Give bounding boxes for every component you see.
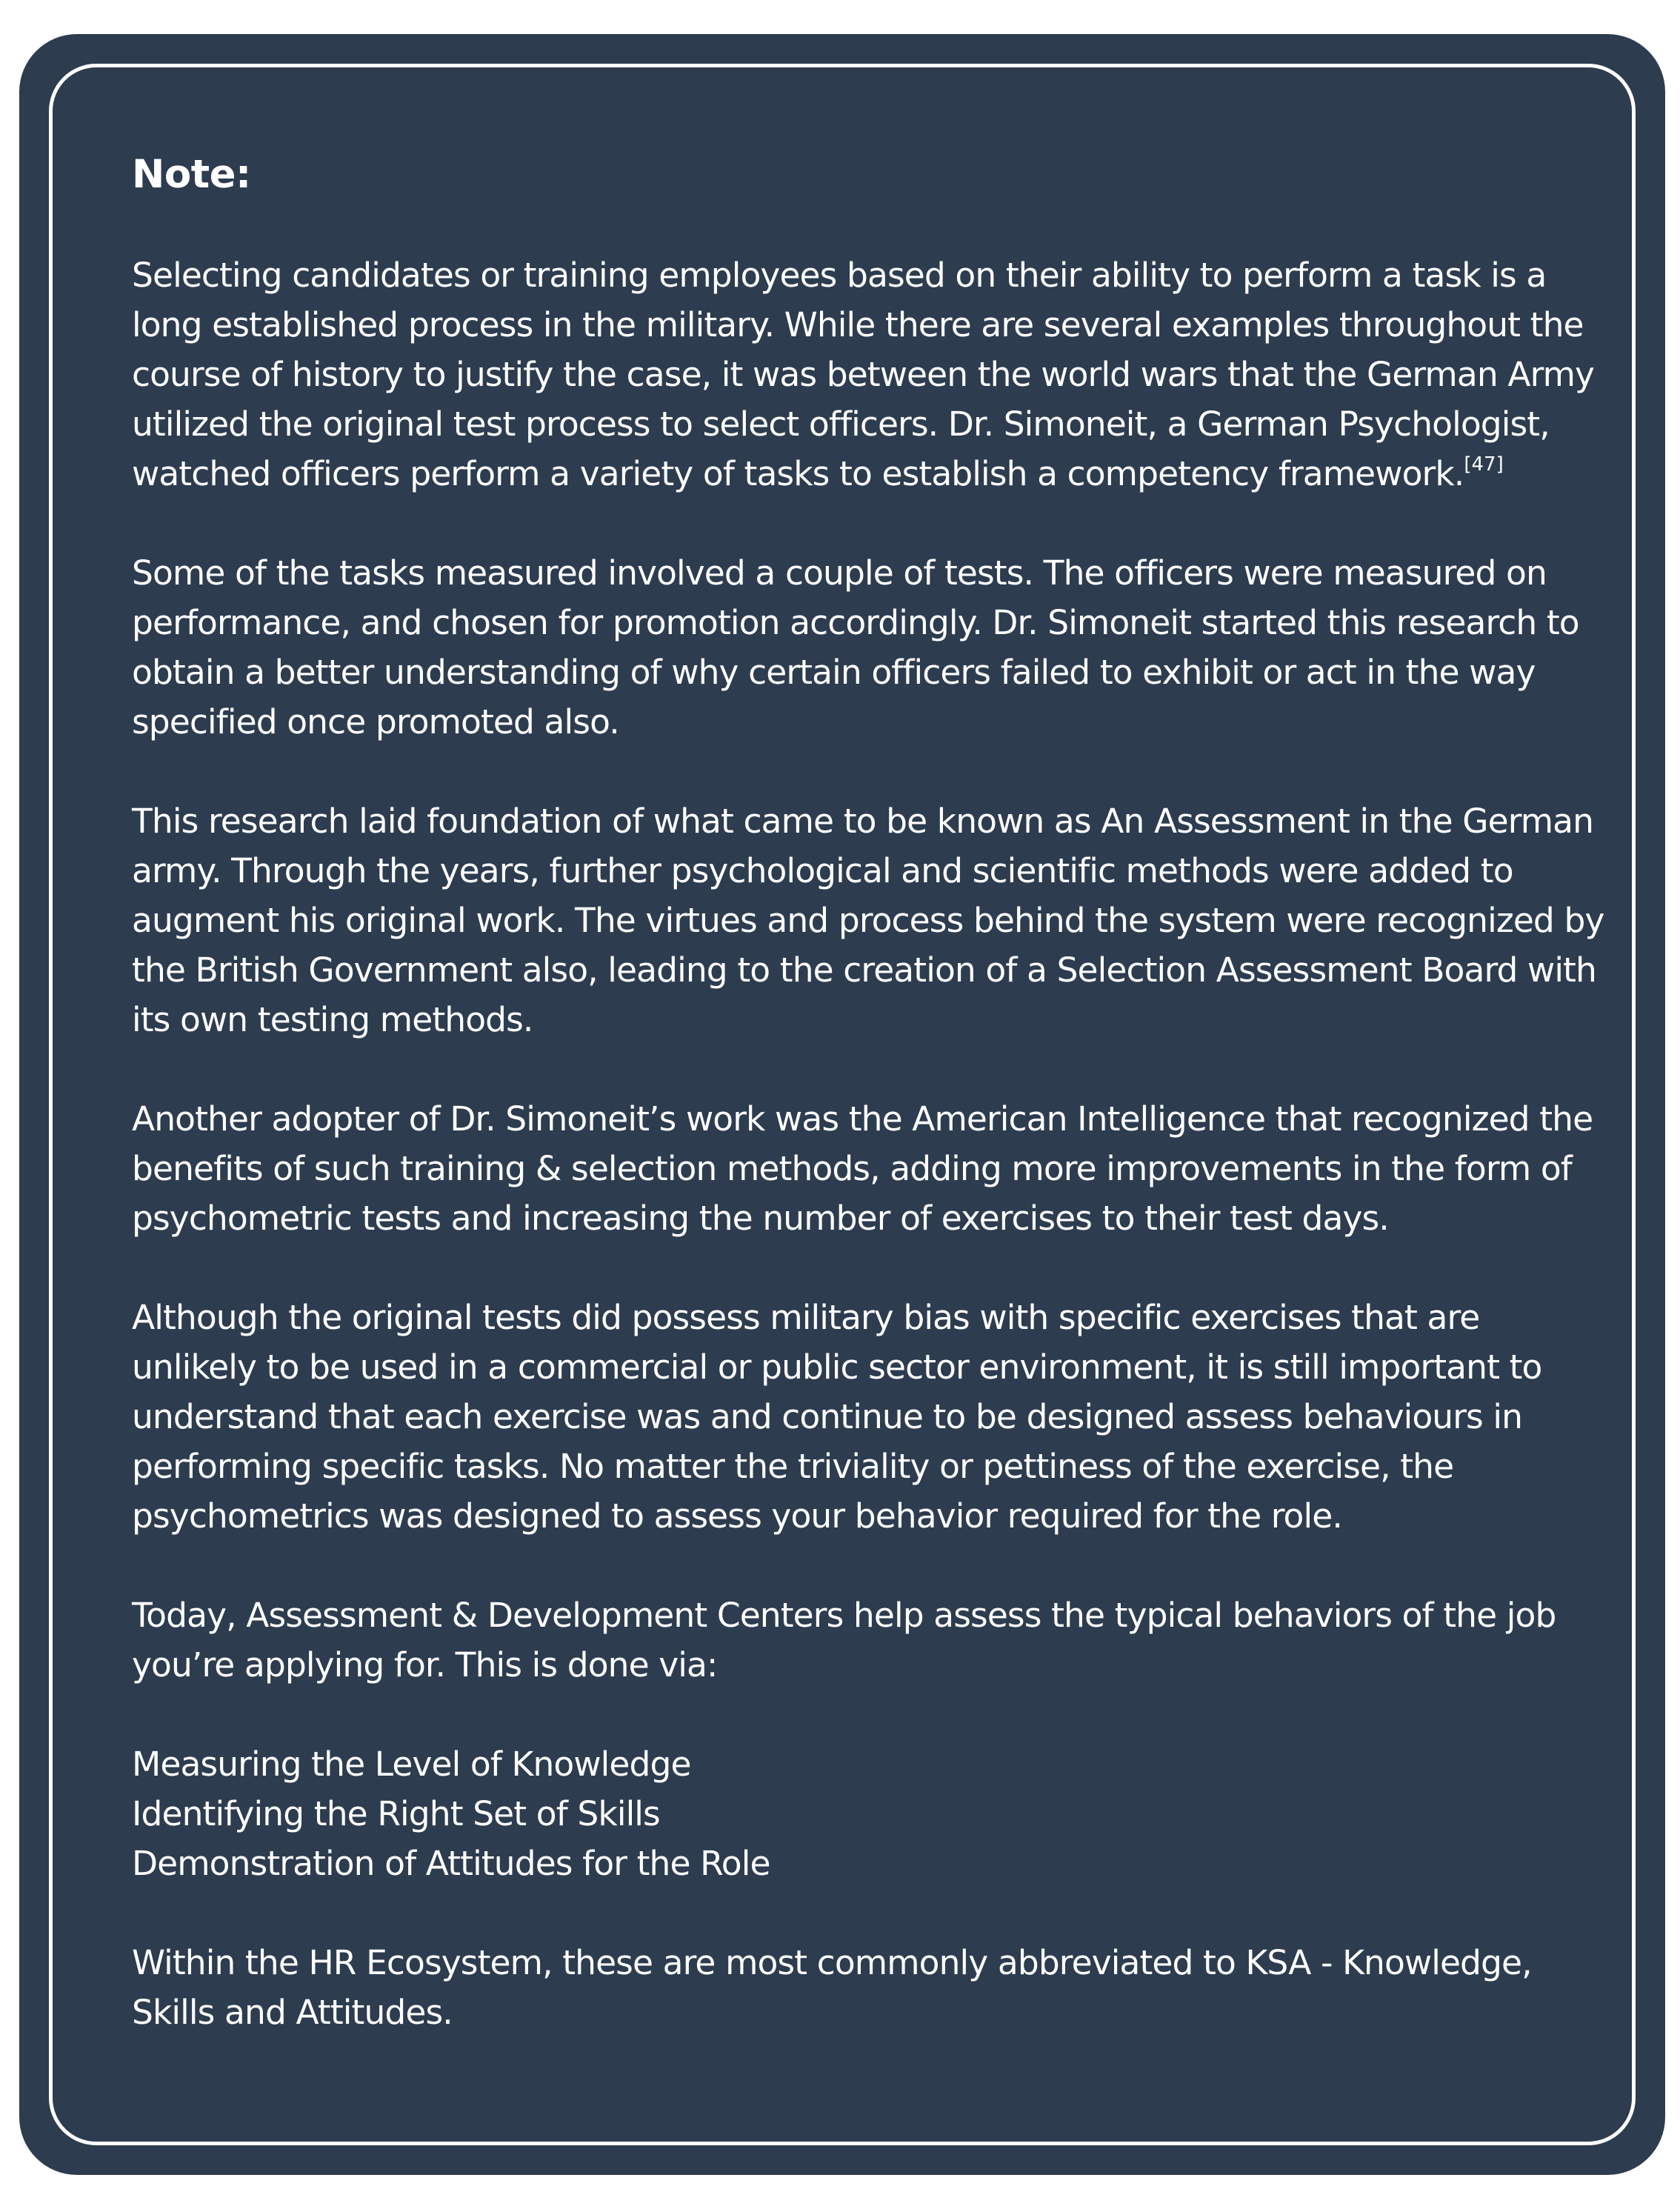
ksa-list [132, 1739, 1606, 1888]
note-card [19, 34, 1665, 2175]
paragraph-history-text: Selecting candidates or training employees based on their ability to perform a task is a long established process in the military. While there are several examples throughout the course of history to justify the case, it was between the world wars that the German Army utilized the original test process to select officers. Dr. Simoneit, a German Psychologist, watched officers perform a variety of tasks to establish a competency framework. [132, 256, 1595, 493]
list-item-skills: Identifying the Right Set of Skills [132, 1794, 660, 1833]
note-title: Note: [132, 152, 251, 197]
paragraph-ksa-summary: Within the HR Ecosystem, these are most commonly abbreviated to KSA - Knowledge, Skills and Attitudes. [132, 1943, 1532, 2032]
citation-reference[interactable]: [47] [1464, 453, 1504, 476]
list-item-knowledge: Measuring the Level of Knowledge [132, 1745, 691, 1784]
paragraph-foundation: This research laid foundation of what came to be known as An Assessment in the German army. Through the years, further psychological and scientific methods were added to augment his original work. The virtues and process behind the system were recognized by the British Government also, leading to the creation of a Selection Assessment Board with its own testing methods. [132, 802, 1604, 1039]
paragraph-military-bias: Although the original tests did possess military bias with specific exercises that are unlikely to be used in a commercial or public sector environment, it is still important to understand that each exercise was and continue to be designed assess behaviours in performing specific tasks. No matter the triviality or pettiness of the exercise, the psychometrics was designed to assess your behavior required for the role. [132, 1298, 1542, 1536]
paragraph-american-adopter: Another adopter of Dr. Simoneit’s work was the American Intelligence that recognized the benefits of such training & selection methods, adding more improvements in the form of psychometric tests and increasing the number of exercises to their test days. [132, 1099, 1593, 1238]
paragraph-today: Today, Assessment & Development Centers help assess the typical behaviors of the job you’re applying for. This is done via: [132, 1596, 1556, 1685]
note-content [132, 145, 1606, 2087]
paragraph-tasks: Some of the tasks measured involved a couple of tests. The officers were measured on performance, and chosen for promotion accordingly. Dr. Simoneit started this research to obtain a better understanding of why certain officers failed to exhibit or act in the way specified once promoted also. [132, 553, 1579, 742]
list-item-attitudes: Demonstration of Attitudes for the Role [132, 1844, 770, 1883]
paragraph-history [132, 250, 1606, 499]
